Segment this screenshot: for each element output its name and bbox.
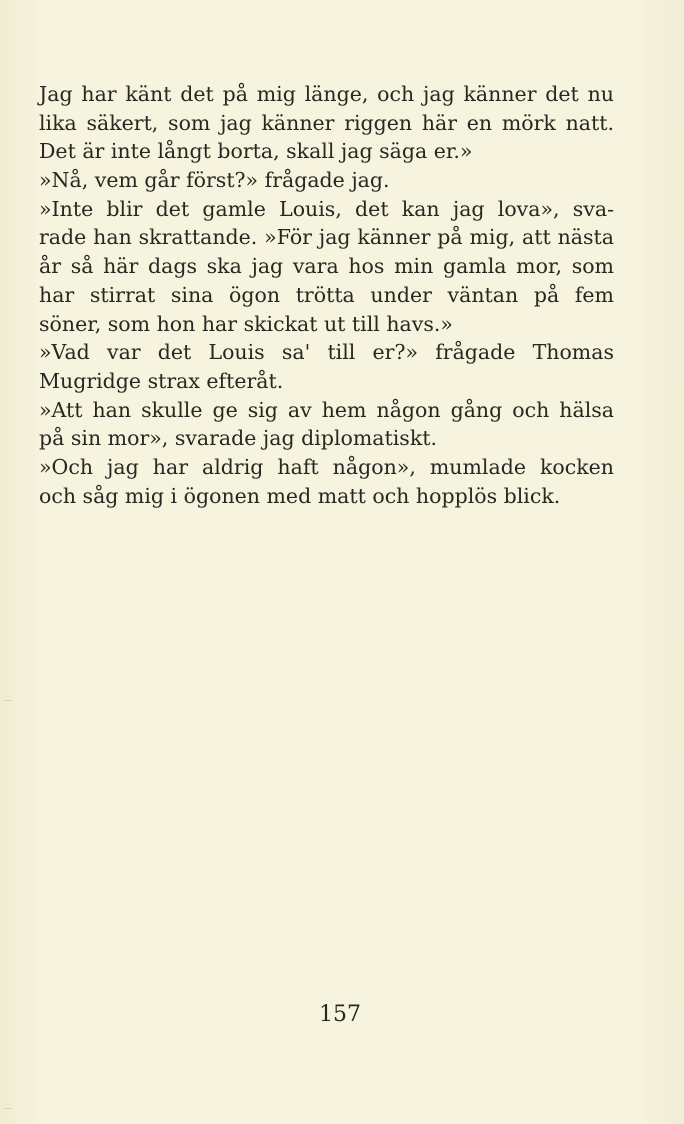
text-line: Mugridge strax efteråt. bbox=[39, 368, 284, 393]
text-line: Jag har känt det på mig länge, och jag känner det nu bbox=[39, 82, 614, 106]
text-line: »Att han skulle ge sig av hem någon gång och hälsa bbox=[39, 397, 614, 422]
page-edge-mark bbox=[4, 1108, 12, 1109]
page-number: 157 bbox=[319, 1002, 361, 1027]
text-line: rade han skrattande. »För jag känner på mig, att nästa bbox=[39, 225, 614, 250]
text-line: år så här dags ska jag vara hos min gamla mor, som bbox=[39, 254, 614, 279]
text-line: »Nå, vem går först?» frågade jag. bbox=[39, 168, 390, 193]
text-line: på sin mor», svarade jag diplomatiskt. bbox=[39, 426, 437, 451]
text-line: har stirrat sina ögon trötta under väntan på fem bbox=[39, 282, 614, 307]
text-line: söner, som hon har skickat ut till havs.» bbox=[39, 311, 453, 336]
text-line: Det är inte långt borta, skall jag säga er.» bbox=[39, 139, 473, 164]
page-edge-mark bbox=[4, 700, 12, 701]
text-line: »Vad var det Louis sa' till er?» frågade Thomas bbox=[39, 340, 614, 365]
text-line: lika säkert, som jag känner riggen här en mörk natt. bbox=[39, 110, 614, 135]
body-text bbox=[39, 80, 614, 510]
text-line: och såg mig i ögonen med matt och hopplös blick. bbox=[39, 483, 561, 508]
text-line: »Och jag har aldrig haft någon», mumlade kocken bbox=[39, 454, 614, 479]
text-line: »Inte blir det gamle Louis, det kan jag lova», sva- bbox=[39, 196, 614, 221]
